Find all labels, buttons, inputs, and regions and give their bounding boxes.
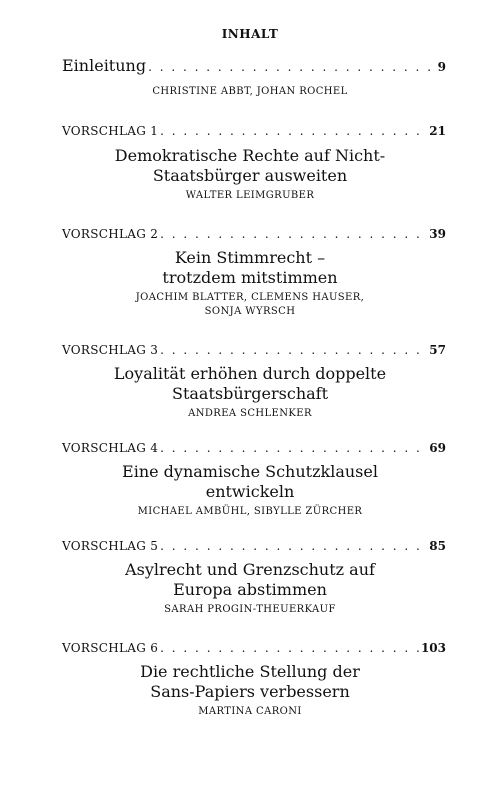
entry-title-line-1: Kein Stimmrecht – — [174, 248, 326, 267]
entry-label: VORSCHLAG 1 — [62, 124, 159, 138]
entry-label: Einleitung — [62, 56, 147, 75]
entry-title-line-1: Demokratische Rechte auf Nicht- — [114, 146, 386, 165]
toc-entry-proposal-3[interactable] — [62, 343, 446, 357]
entry-page-number: 69 — [429, 441, 446, 455]
entry-title-line-2: Sans-Papiers verbessern — [150, 682, 350, 701]
entry-title-line-2: entwickeln — [205, 482, 295, 501]
entry-label: VORSCHLAG 5 — [62, 539, 159, 553]
entry-authors: CHRISTINE ABBT, JOHAN ROCHEL — [152, 86, 348, 97]
dot-leader — [160, 124, 427, 138]
entry-page-number: 21 — [429, 124, 446, 138]
dot-leader — [160, 441, 427, 455]
entry-page-number: 39 — [429, 227, 446, 241]
entry-authors-line-2: SONJA WYRSCH — [204, 306, 296, 317]
entry-authors: MARTINA CARONI — [198, 706, 302, 717]
entry-page-number: 9 — [437, 60, 446, 74]
entry-label: VORSCHLAG 6 — [62, 641, 159, 655]
dot-leader — [160, 343, 427, 357]
dot-leader — [160, 539, 427, 553]
entry-authors: ANDREA SCHLENKER — [188, 408, 312, 419]
entry-title-line-2: Europa abstimmen — [173, 580, 327, 599]
entry-label: VORSCHLAG 2 — [62, 227, 159, 241]
entry-title-line-2: Staatsbürger ausweiten — [152, 166, 348, 185]
entry-authors: MICHAEL AMBÜHL, SIBYLLE ZÜRCHER — [137, 506, 363, 517]
entry-title-line-2: Staatsbürgerschaft — [171, 384, 329, 403]
dot-leader — [160, 227, 427, 241]
entry-label: VORSCHLAG 4 — [62, 441, 159, 455]
dot-leader — [148, 60, 436, 74]
entry-title-line-1: Die rechtliche Stellung der — [140, 662, 360, 681]
entry-page-number: 57 — [429, 343, 446, 357]
entry-page-number: 103 — [420, 641, 446, 655]
entry-authors: SARAH PROGIN-THEUERKAUF — [164, 604, 336, 615]
toc-entry-proposal-6[interactable] — [62, 641, 446, 655]
entry-authors: JOACHIM BLATTER, CLEMENS HAUSER, — [135, 292, 365, 303]
entry-title-line-2: trotzdem mitstimmen — [162, 268, 338, 287]
toc-heading: INHALT — [221, 27, 279, 41]
toc-entry-proposal-2[interactable] — [62, 227, 446, 241]
entry-page-number: 85 — [429, 539, 446, 553]
dot-leader — [160, 641, 419, 655]
toc-entry-intro[interactable] — [62, 56, 446, 75]
entry-title-line-1: Loyalität erhöhen durch doppelte — [113, 364, 387, 383]
entry-label: VORSCHLAG 3 — [62, 343, 159, 357]
toc-entry-proposal-1[interactable] — [62, 124, 446, 138]
entry-title-line-1: Eine dynamische Schutzklausel — [122, 462, 378, 481]
toc-entry-proposal-5[interactable] — [62, 539, 446, 553]
entry-title-line-1: Asylrecht und Grenzschutz auf — [125, 560, 375, 579]
toc-entry-proposal-4[interactable] — [62, 441, 446, 455]
entry-authors: WALTER LEIMGRUBER — [185, 190, 315, 201]
